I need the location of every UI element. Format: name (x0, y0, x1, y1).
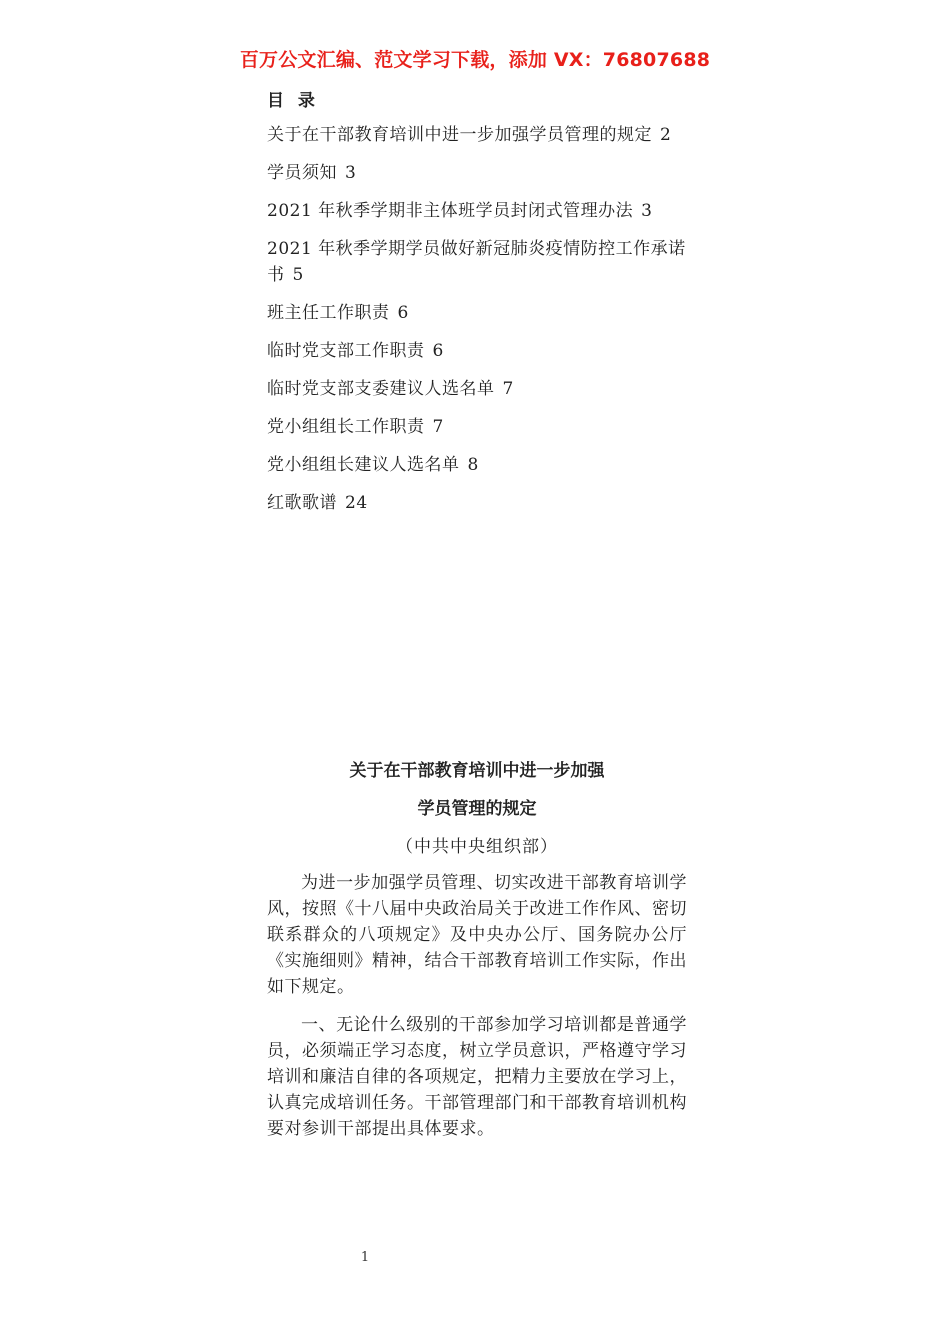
toc-entry-title: 学员须知 (267, 163, 337, 183)
toc-entry-title: 红歌歌谱 (267, 493, 337, 513)
toc-entry-page: 8 (467, 455, 479, 475)
toc-entry[interactable] (267, 338, 687, 364)
paragraph: 为进一步加强学员管理、切实改进干部教育培训学风，按照《十八届中央政治局关于改进工作作风、密切联系群众的八项规定》及中央办公厅、国务院办公厅《实施细则》精神，结合干部教育培训工作实际，作出如下规定。 (267, 873, 687, 997)
toc-entry[interactable] (267, 300, 687, 326)
toc-entry[interactable] (267, 490, 687, 516)
document-title-line-1: 关于在干部教育培训中进一步加强 (349, 761, 605, 781)
toc-entry[interactable] (267, 452, 687, 478)
document-body (267, 752, 687, 1154)
toc-entry-page: 3 (641, 201, 653, 221)
toc-entry-title: 2021 年秋季学期非主体班学员封闭式管理办法 (267, 201, 634, 221)
toc-entry[interactable] (267, 236, 687, 288)
page-number: 1 (360, 1250, 370, 1265)
toc-entry-title: 班主任工作职责 (267, 303, 390, 323)
toc-entry[interactable] (267, 160, 687, 186)
toc-entry[interactable] (267, 414, 687, 440)
document-source: （中共中央组织部） (396, 837, 558, 857)
promo-banner: 百万公文汇编、范文学习下载，添加 VX：76807688 (239, 49, 711, 71)
table-of-contents (267, 86, 687, 528)
toc-entry[interactable] (267, 122, 687, 148)
toc-entry-page: 6 (432, 341, 444, 361)
toc-entry-page: 2 (660, 125, 672, 145)
toc-entry-page: 5 (292, 265, 304, 285)
paragraph: 一、无论什么级别的干部参加学习培训都是普通学员，必须端正学习态度，树立学员意识，严格遵守学习培训和廉洁自律的各项规定，把精力主要放在学习上，认真完成培训任务。干部管理部门和干部教育培训机构要对参训干部提出具体要求。 (267, 1015, 687, 1139)
toc-heading: 目 录 (267, 91, 319, 111)
toc-entry-title: 2021 年秋季学期学员做好新冠肺炎疫情防控工作承诺书 (267, 239, 686, 285)
toc-entry-title: 临时党支部工作职责 (267, 341, 425, 361)
toc-entry-title: 党小组组长建议人选名单 (267, 455, 460, 475)
toc-entry-title: 关于在干部教育培训中进一步加强学员管理的规定 (267, 125, 652, 145)
toc-entry-page: 3 (345, 163, 357, 183)
toc-entry-page: 7 (502, 379, 514, 399)
toc-list (267, 122, 687, 516)
toc-entry-title: 临时党支部支委建议人选名单 (267, 379, 495, 399)
toc-entry-title: 党小组组长工作职责 (267, 417, 425, 437)
toc-entry-page: 24 (345, 493, 368, 513)
toc-entry-page: 7 (432, 417, 444, 437)
toc-entry-page: 6 (397, 303, 409, 323)
document-title-line-2: 学员管理的规定 (417, 799, 537, 819)
toc-entry[interactable] (267, 376, 687, 402)
toc-entry[interactable] (267, 198, 687, 224)
